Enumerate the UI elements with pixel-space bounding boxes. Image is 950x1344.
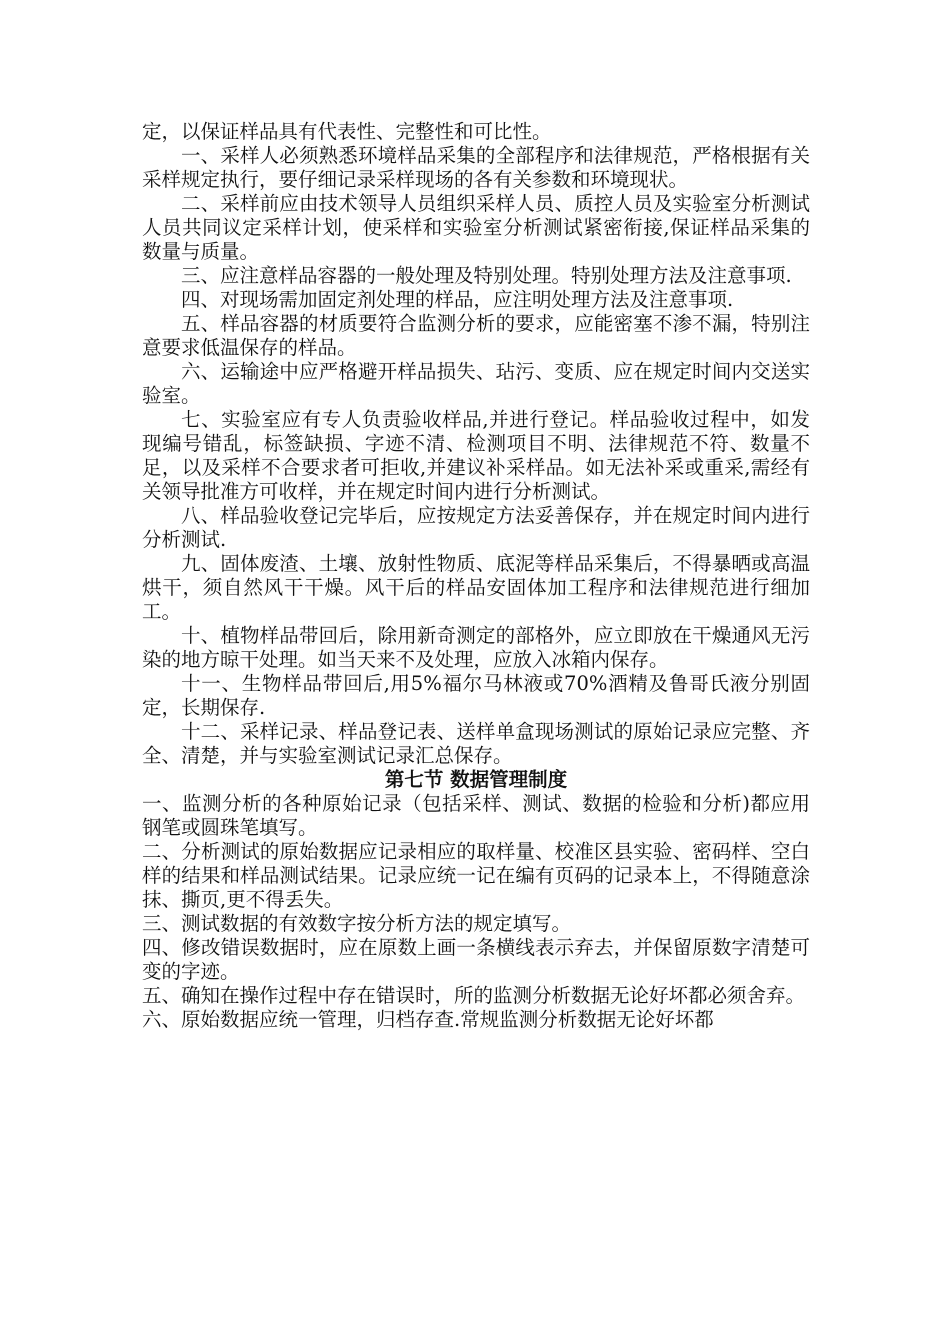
sampling-rule-11: 十一、生物样品带回后,用5%福尔马林液或70%酒精及鲁哥氏液分别固定，长期保存.	[142, 672, 810, 719]
sampling-rule-1: 一、采样人必须熟悉环境样品采集的全部程序和法律规范，严格根据有关采样规定执行，要仔细记录采样现场的各有关参数和环境现状。	[142, 144, 810, 191]
sampling-rule-6: 六、运输途中应严格避开样品损失、玷污、变质、应在规定时间内交送实验室。	[142, 360, 810, 407]
sampling-rule-4: 四、对现场需加固定剂处理的样品，应注明处理方法及注意事项.	[181, 288, 734, 311]
sampling-rule-9: 九、固体废渣、土壤、放射性物质、底泥等样品采集后，不得暴晒或高温烘干，须自然风干干燥。风干后的样品安固体加工程序和法律规范进行细加工。	[142, 552, 810, 623]
sampling-rule-8: 八、样品验收登记完毕后，应按规定方法妥善保存，并在规定时间内进行分析测试.	[142, 504, 810, 551]
sampling-rule-7: 七、实验室应有专人负责验收样品,并进行登记。样品验收过程中，如发现编号错乱，标签缺损、字迹不清、检测项目不明、法律规范不符、数量不足，以及采样不合要求者可拒收,并建议补采样品。如无法补采或重采,需经有关领导批准方可收样，并在规定时间内进行分析测试。	[142, 408, 810, 503]
data-rule-3: 三、测试数据的有效数字按分析方法的规定填写。	[142, 912, 572, 935]
data-rule-1: 一、监测分析的各种原始记录（包括采样、测试、数据的检验和分析)都应用钢笔或圆珠笔填写。	[142, 792, 810, 839]
sampling-rule-2: 二、采样前应由技术领导人员组织采样人员、质控人员及实验室分析测试人员共同议定采样计划，使采样和实验室分析测试紧密衔接,保证样品采集的数量与质量。	[142, 192, 810, 263]
data-rule-5: 五、确知在操作过程中存在错误时，所的监测分析数据无论好坏都必须舍弃。	[142, 984, 806, 1007]
section-heading: 第七节 数据管理制度	[384, 768, 568, 791]
continuation-paragraph: 定，以保证样品具有代表性、完整性和可比性。	[142, 120, 552, 143]
data-rule-4: 四、修改错误数据时，应在原数上画一条横线表示弃去，并保留原数字清楚可变的字迹。	[142, 936, 810, 983]
sampling-rule-10: 十、植物样品带回后，除用新奇测定的部格外，应立即放在干燥通风无污染的地方晾干处理。如当天来不及处理，应放入冰箱内保存。	[142, 624, 810, 671]
data-rule-2: 二、分析测试的原始数据应记录相应的取样量、校准区县实验、密码样、空白样的结果和样品测试结果。记录应统一记在编有页码的记录本上，不得随意涂抹、撕页,更不得丢失。	[142, 840, 810, 911]
document-page	[142, 120, 810, 1032]
sampling-rule-12: 十二、采样记录、样品登记表、送样单盒现场测试的原始记录应完整、齐全、清楚，并与实验室测试记录汇总保存。	[142, 720, 810, 767]
sampling-rule-3: 三、应注意样品容器的一般处理及特别处理。特别处理方法及注意事项.	[181, 264, 792, 287]
sampling-rule-5: 五、样品容器的材质要符合监测分析的要求，应能密塞不渗不漏，特别注意要求低温保存的样品。	[142, 312, 810, 359]
data-rule-6: 六、原始数据应统一管理，归档存查.常规监测分析数据无论好坏都	[142, 1008, 714, 1031]
